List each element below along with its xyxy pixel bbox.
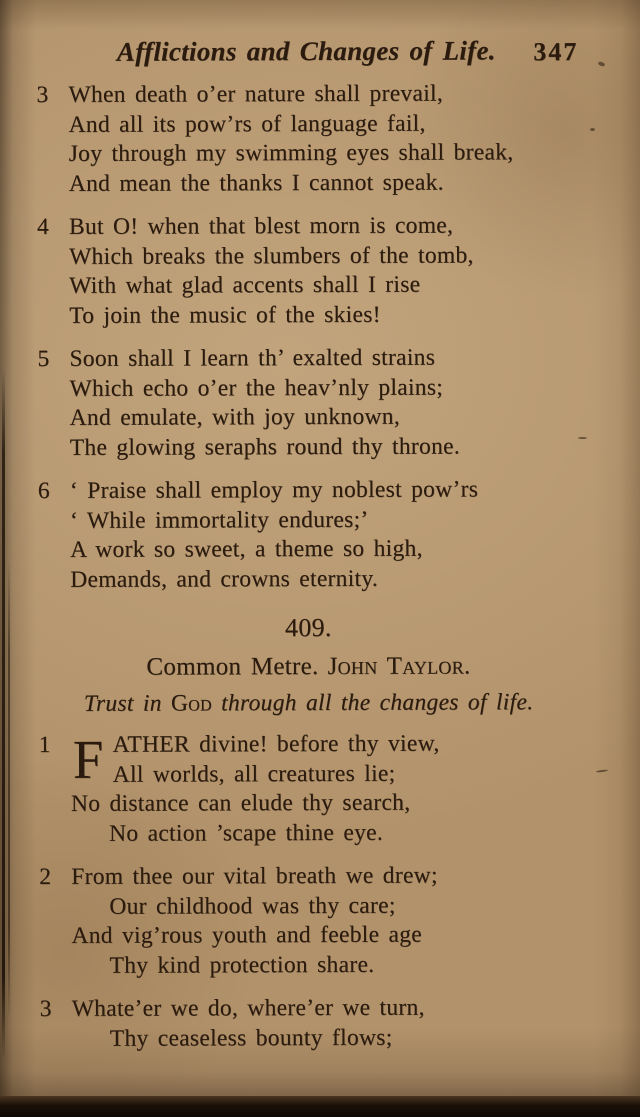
hymn-line: Demands, and crowns eternity. — [70, 565, 379, 593]
hymn-line: From thee our vital breath we drew; — [71, 862, 438, 890]
stanza-number: 2 — [39, 863, 52, 890]
hymn-line: No action ’scape thine eye. — [109, 819, 384, 847]
stanza — [38, 79, 574, 199]
ink-speck — [578, 437, 587, 439]
ink-speck — [590, 128, 595, 131]
hymn-line: When death o’er nature shall prevail, — [68, 80, 444, 108]
hymn-line: ‘ Praise shall employ my noblest pow’rs — [69, 476, 479, 504]
hymn-line: Whate’er we do, where’er we turn, — [71, 994, 425, 1022]
meter-label: Common Metre. — [146, 653, 319, 681]
stanza — [39, 993, 578, 1054]
hymn-line: Soon shall I learn th’ exalted strains — [69, 344, 436, 372]
hymn-line: Thy ceaseless bounty flows; — [109, 1024, 393, 1052]
hymn-line: A work so sweet, a theme so high, — [70, 535, 423, 563]
running-header — [38, 33, 579, 69]
hymn-line: With what glad accents shall I rise — [69, 271, 421, 299]
page-bottom-edge — [0, 1096, 640, 1117]
page-number: 347 — [533, 37, 579, 67]
hymn-line: To join the music of the skies! — [69, 301, 381, 329]
hymn-line: But O! when that blest morn is come, — [68, 212, 454, 240]
stanza-number: 4 — [36, 213, 50, 240]
stanza — [36, 211, 575, 331]
hymn-number: 409. — [284, 612, 332, 643]
drop-cap: F — [72, 728, 104, 790]
hymn-line: And emulate, with joy unknown, — [69, 403, 401, 431]
stanza — [37, 475, 576, 595]
stanza-number: 1 — [38, 731, 51, 758]
author-label: John Taylor. — [327, 652, 471, 680]
hymn-line: The glowing seraphs round thy throne. — [69, 433, 461, 461]
hymn-line: All worlds, all creatures lie; — [112, 760, 396, 788]
stanza-number: 3 — [39, 995, 52, 1022]
hymn-line: Thy kind protection share. — [109, 951, 375, 979]
hymn-meta — [40, 649, 576, 685]
hymn-line: ATHER divine! before thy view, — [112, 730, 440, 758]
subtitle-text-pre: Trust in — [83, 690, 172, 717]
hymn-line: Which echo o’er the heav’nly plains; — [69, 374, 444, 402]
stanza — [39, 343, 575, 463]
stanza-number: 3 — [36, 81, 49, 108]
subtitle-god: God — [170, 690, 212, 717]
hymn-line: No distance can elude thy search, — [70, 789, 411, 817]
hymn-line: Joy through my swimming eyes shall break, — [68, 139, 514, 167]
hymn-line: And all its pow’rs of language fail, — [68, 110, 426, 138]
hymn-line: And vig’rous youth and feeble age — [71, 921, 423, 949]
stanza — [41, 861, 577, 981]
binding-shadow — [8, 560, 10, 1020]
stanza-number: 6 — [37, 477, 50, 504]
hymn-line: Which breaks the slumbers of the tomb, — [69, 241, 474, 270]
hymn-line: And mean the thanks I cannot speak. — [68, 169, 444, 197]
hymn-line: ‘ While immortality endures;’ — [69, 506, 369, 534]
hymn-line: Our childhood was thy care; — [109, 892, 396, 920]
binding-shadow — [2, 370, 5, 1060]
stanza — [38, 728, 577, 849]
header-title: Afflictions and Changes of Life. — [116, 35, 496, 67]
subtitle-text-post: through all the changes of life. — [211, 689, 534, 717]
stanza-number: 5 — [37, 345, 50, 372]
hymn-subtitle — [41, 687, 577, 719]
